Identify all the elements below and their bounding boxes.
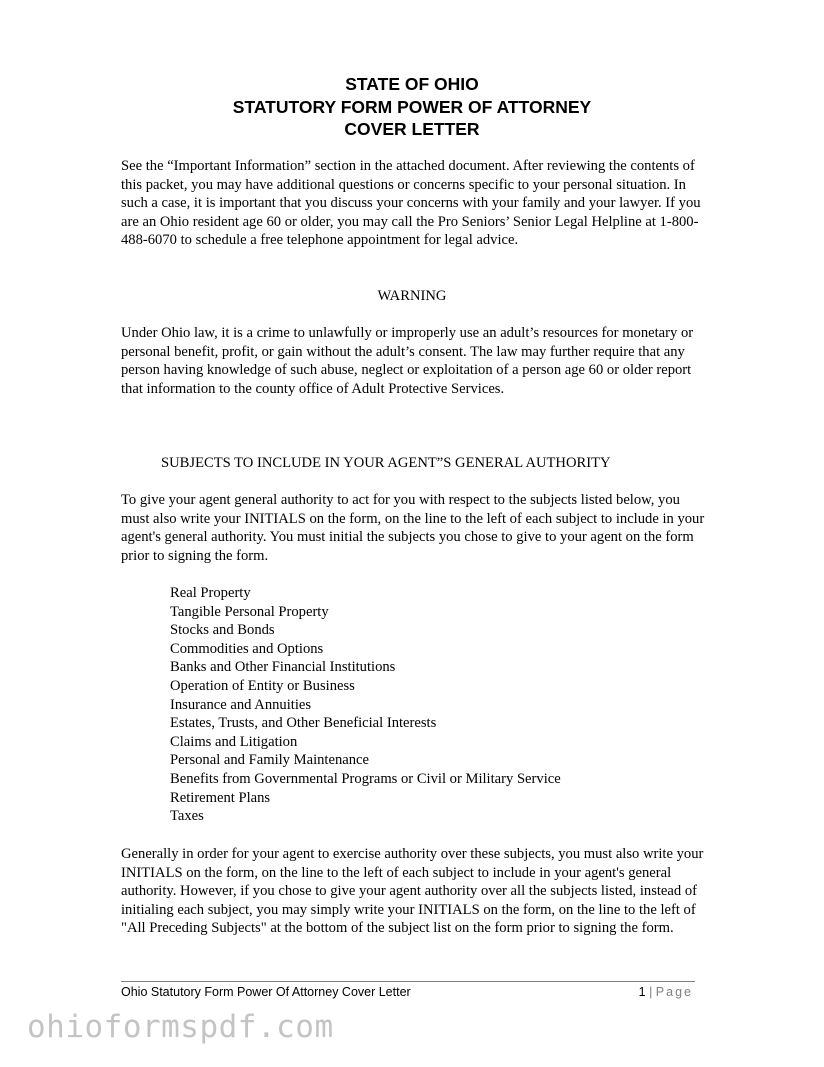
- closing-paragraph: Generally in order for your agent to exercise authority over these subjects, you must also write your INITIALS on the form, on the line to the left of each subject to include in your agent's general authority. However, if you chose to give your agent authority over all the subjects listed, instead of initialing each subject, you may simply write your INITIALS on the form, on the line to the left of "All Preceding Subjects" at the bottom of the subject list on the form prior to signing the form.: [121, 846, 704, 937]
- title-cover-letter: COVER LETTER: [344, 119, 480, 139]
- site-watermark: ohioformspdf.com: [27, 1009, 334, 1045]
- list-item: Personal and Family Maintenance: [170, 752, 369, 769]
- list-item: Insurance and Annuities: [170, 696, 312, 713]
- intro-paragraph: See the “Important Information” section in the attached document. After reviewing the contents of this packet, you may have additional questions or concerns specific to your personal situation. In such a case, it is important that you discuss your concerns with your family and your lawyer. If you are an Ohio resident age 60 or older, you may call the Pro Seniors’ Senior Legal Helpline at 1-800-488-6070 to schedule a free telephone appointment for legal advice.: [121, 158, 701, 249]
- list-item: Tangible Personal Property: [170, 603, 329, 620]
- warning-paragraph: Under Ohio law, it is a crime to unlawfully or improperly use an adult’s resources for monetary or personal benefit, profit, or gain without the adult’s consent. The law may further require that any person having knowledge of such abuse, neglect or exploitation of a person age 60 or older report that information to the county office of Adult Protective Services.: [121, 325, 694, 397]
- list-item: Estates, Trusts, and Other Beneficial Interests: [170, 715, 437, 732]
- footer-page-indicator: [639, 984, 693, 1000]
- title-state: STATE OF OHIO: [345, 74, 479, 94]
- list-item: Retirement Plans: [170, 789, 271, 806]
- footer-divider: [121, 981, 695, 982]
- subjects-intro-paragraph: To give your agent general authority to act for you with respect to the subjects listed below, you must also write your INITIALS on the form, on the line to the left of each subject to include in your agent's general authority. You must initial the subjects you chose to give to your agent on the form prior to signing the form.: [121, 492, 705, 564]
- page-label: Page: [655, 985, 693, 999]
- list-item: Real Property: [170, 585, 251, 601]
- title-form-name: STATUTORY FORM POWER OF ATTORNEY: [232, 97, 592, 117]
- subject-list: [170, 584, 561, 826]
- footer-document-name: Ohio Statutory Form Power Of Attorney Cover Letter: [121, 985, 411, 999]
- list-item: Commodities and Options: [170, 640, 324, 657]
- warning-heading: WARNING: [377, 288, 447, 304]
- list-item: Taxes: [170, 808, 204, 825]
- page-separator: |: [649, 985, 653, 999]
- page-number: 1: [638, 985, 646, 999]
- list-item: Benefits from Governmental Programs or Civil or Military Service: [170, 770, 561, 787]
- list-item: Operation of Entity or Business: [170, 677, 355, 694]
- list-item: Claims and Litigation: [170, 733, 298, 750]
- list-item: Stocks and Bonds: [170, 622, 275, 639]
- subjects-heading: SUBJECTS TO INCLUDE IN YOUR AGENT”S GENERAL AUTHORITY: [161, 455, 611, 471]
- list-item: Banks and Other Financial Institutions: [170, 659, 396, 676]
